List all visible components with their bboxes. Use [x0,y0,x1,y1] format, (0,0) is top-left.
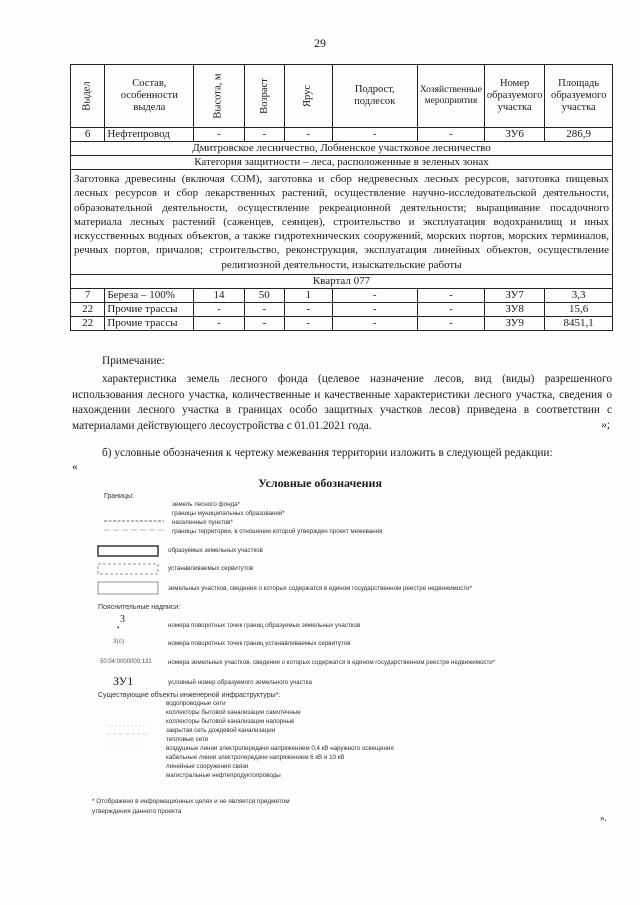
permitted-activities: Заготовка древесины (включая СОМ), заготовка и сбор недревесных лесных ресурсов, заготовка пищевых лесных ресурсов и сбор лекарственных растений, осуществление научно-исследовательской деятельности, образовательной деятельности, осуществление рекреационной деятельности; выращивание посадочного материала лесных растений (саженцев, сеянцев), строительство и эксплуатация водохранилищ и иных искусственных водных объектов, а также гидротехнических сооружений, морских портов, морских терминалов, речных портов, причалов; строительство, реконструкция, эксплуатация линейных объектов, осуществление религиозной деятельности, изыскательские работы [71,170,613,275]
forest-parcels-table [70,64,613,331]
legend-egrn-parcels: земельных участков, сведения о которых содержатся в едином государственном реестре недвижимости* [168,585,473,592]
legend-infra-overhead-lines: воздушные линии электропередачи напряжением 0,4 кВ наружного освещения [166,745,394,752]
legend-formed-parcels: образуемых земельных участков [168,547,263,554]
point-number-symbol: 3 [120,614,125,625]
point-dot-icon: • [117,624,120,632]
footnote-line-2: утверждения данного проекта [92,808,182,815]
header-parcel-number: Номер образуемого участка [484,65,544,128]
legend-settlements: населенных пунктов* [172,519,233,526]
legend-conditional-number: условный номер образуемого земельного участка [168,679,312,686]
project-boundary-line-icon [104,527,164,533]
item-b: б) условные обозначения к чертежу межевания территории изложить в следующей редакции: [102,447,553,459]
table-header-row [71,65,613,128]
legend-servitudes: устанавливаемых сервитутов [168,565,254,572]
note-label: Примечание: [102,355,165,367]
legend-boundaries-heading: Границы: [104,493,134,500]
legend-infra-cable-lines: кабельные линии электропередачи напряжением 6 кВ и 10 кВ [166,754,345,761]
servitude-symbol [97,563,159,575]
protection-category: Категория защитности – леса, расположенные в зеленых зонах [71,156,613,170]
table-row: 7 Береза – 100% 14 50 1 - - ЗУ7 3,3 [71,289,613,303]
legend-infra-heating: тепловые сети [166,736,209,743]
legend-infra-oil-pipelines: магистральные нефтепродуктопроводы [166,772,281,779]
header-vydel: Выдел [71,65,105,128]
legend-captions-heading: Пояснительные надписи: [98,604,181,611]
legend-infra-pressure-sewer: коллекторы бытовой канализации напорные [166,718,295,725]
legend-infra-heading: Существующие объекты инженерной инфраструктуры*: [98,692,281,699]
conditional-number-symbol: ЗУ1 [113,674,134,688]
header-composition: Состав, особенности выдела [105,65,194,128]
footnote-line-1: * Отображено в информационных целях и не является предметом [92,798,290,805]
header-height: Высота, м [194,65,244,128]
header-tier: Ярус [285,65,332,128]
legend-infra-water: водопроводные сети [166,700,226,707]
table-row: 6 Нефтепровод - - - - - ЗУ6 286,9 [71,128,613,142]
legend-municipal: границы муниципальных образований* [172,510,285,517]
header-undergrowth: Подрост, подлесок [332,65,417,128]
table-row: 22 Прочие трассы - - - - - ЗУ8 15,6 [71,303,613,317]
servitude-point-symbol: 3(с) [113,638,125,645]
table-row: 22 Прочие трассы - - - - - ЗУ9 8451,1 [71,317,613,331]
legend-cadastral-numbers: номера земельных участков, сведения о которых содержатся в едином государственном реестре недвижимости* [168,659,496,666]
kvartal-label: Квартал 077 [71,275,613,289]
legend-infra-gravity-sewer: коллекторы бытовой канализации самотечные [166,709,301,716]
boundary-line-icon [104,518,164,524]
formed-parcel-symbol [97,545,159,557]
legend-infra-communication: линейные сооружения связи [166,763,249,770]
egrn-parcel-symbol [97,581,159,595]
forestry-line: Дмитровское лесничество, Лобненское участковое лесничество [71,142,613,156]
header-activities: Хозяйственные мероприятия [417,65,484,128]
legend-project-territory: границы территории, в отношении которой утвержден проект межевания [172,528,383,535]
page-number: 29 [314,36,326,50]
close-quote: ». [600,813,607,823]
legend-servitude-points: номера поворотных точек границ устанавливаемых сервитутов [168,640,351,647]
legend-infra-storm-sewer: закрытая сеть дождевой канализации [166,727,276,734]
cadastral-number-symbol: 50:04:0000000:131 [100,659,152,665]
legend-forest-fund: земель лесного фонда* [172,501,240,508]
header-parcel-area: Площадь образуемого участка [545,65,613,128]
legend-title: Условные обозначения [258,476,382,490]
infra-line-symbols [102,718,152,758]
open-quote: « [72,461,78,473]
header-age: Возраст [244,65,285,128]
note-text: характеристика земель лесного фонда (целевое назначение лесов, вид (виды) разрешенного использования лесного участка, количественные и качественные характеристики лесного участка, сведения о нахождении лесного участка в границах особо защитных участков лесов) приведена в соответствии с материалами действующего лесоустройства с 01.01.2021 года. [72,373,612,432]
note-end-mark: »; [601,419,610,431]
legend-point-numbers: номера поворотных точек границ образуемых земельных участков [168,622,361,629]
